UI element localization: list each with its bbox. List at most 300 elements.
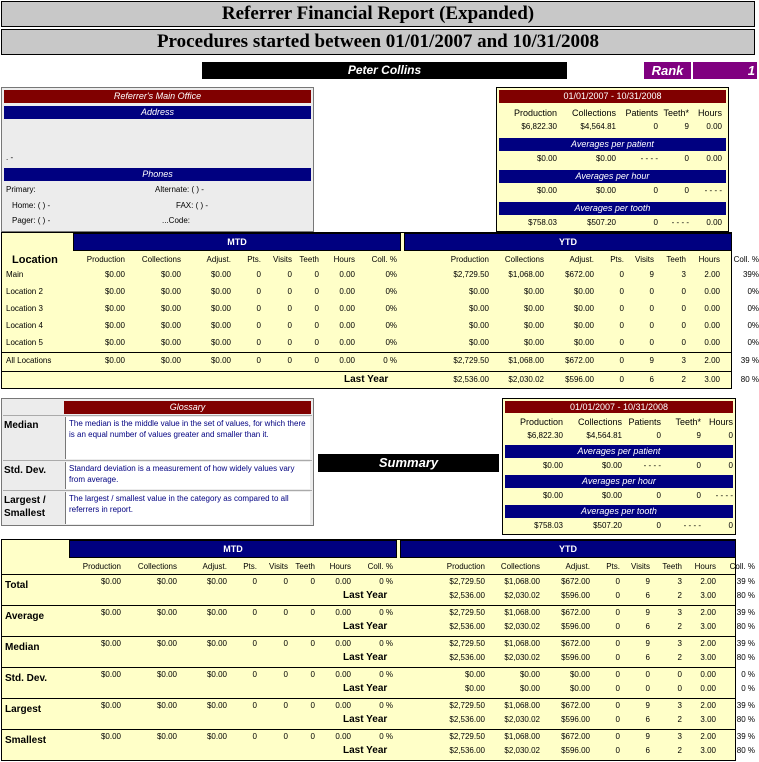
sum-cell-ytd: 9 — [645, 608, 650, 617]
loc-col-header: Coll. % — [371, 255, 397, 264]
stats-value: $507.20 — [587, 218, 616, 227]
stats-value: 0 — [656, 491, 661, 500]
loc-cell-mtd: 0 — [287, 304, 292, 313]
stats-col-header: Collections — [571, 108, 616, 118]
sum-cell-ly: $2,030.02 — [504, 746, 540, 755]
sum-cell-ytd: 39 % — [736, 701, 755, 710]
summary-table — [1, 539, 736, 761]
loc-cell-mtd: $0.00 — [210, 270, 231, 279]
loc-cell-ytd: $0.00 — [573, 304, 594, 313]
sum-cell-ly: 80 % — [736, 746, 755, 755]
loc-cell-ytd: 0 — [619, 287, 624, 296]
loc-cell-ytd: 0 — [649, 304, 654, 313]
sum-row-name: Median — [5, 642, 40, 653]
sum-cell-ytd: $2,729.50 — [449, 639, 485, 648]
sum-cell-ly: $2,030.02 — [504, 622, 540, 631]
phone-home: Home: ( ) - — [12, 201, 51, 210]
row-divider — [1, 574, 736, 575]
loc-cell-mtd: 0 — [287, 321, 292, 330]
row-divider — [1, 371, 732, 372]
sum-cell-mtd: 0 — [283, 608, 288, 617]
loc-cell-ytd: 0 — [619, 338, 624, 347]
sum-cell-mtd: 0 — [283, 577, 288, 586]
stats-section-header: Averages per hour — [499, 170, 726, 183]
sum-cell-ly: 6 — [645, 591, 650, 600]
stats-col-header: Teeth* — [675, 417, 701, 427]
loc-cell-mtd: 0.00 — [339, 338, 355, 347]
address-header: Address — [4, 106, 311, 119]
sum-cell-ytd: $1,068.00 — [504, 701, 540, 710]
rank-label: Rank — [644, 62, 691, 79]
sum-cell-ytd: 0 % — [741, 670, 755, 679]
stats-value: 0 — [696, 491, 701, 500]
loc-cell-ytd: 0.00 — [704, 304, 720, 313]
loc-row-name: Main — [6, 270, 24, 279]
sum-cell-ytd: $0.00 — [519, 670, 540, 679]
loc-cell-mtd: 0% — [385, 321, 397, 330]
sum-cell-ytd: 39 % — [736, 639, 755, 648]
sum-cell-ytd: 39 % — [736, 608, 755, 617]
loc-cell-ytd: $0.00 — [468, 338, 489, 347]
loc-cell-mtd: 0% — [385, 270, 397, 279]
stats-value: 0 — [684, 154, 689, 163]
stats-value: 0 — [728, 431, 733, 440]
loc-cell-ytd: 3 — [681, 270, 686, 279]
sum-cell-ly: 2 — [677, 715, 682, 724]
stats-col-header: Hours — [708, 417, 733, 427]
stats-value: - - - - — [640, 154, 658, 163]
loc-cell-mtd: 0% — [385, 287, 397, 296]
stats-value: - - - - — [671, 218, 689, 227]
stats-col-header: Patients — [628, 417, 661, 427]
loc-cell-mtd: $0.00 — [160, 287, 181, 296]
sum-cell-ly: 0.00 — [700, 684, 716, 693]
loc-cell-mtd: 0 — [256, 356, 261, 365]
loc-cell-ytd: 9 — [649, 356, 654, 365]
sum-cell-ytd: 0 — [615, 639, 620, 648]
loc-cell-ytd: $0.00 — [523, 321, 544, 330]
sum-last-year-label: Last Year — [343, 590, 388, 601]
sum-cell-ly: $2,536.00 — [449, 746, 485, 755]
loc-cell-ytd: $672.00 — [565, 270, 594, 279]
glossary-def: Standard deviation is a measurement of how widely values vary from average. — [65, 462, 310, 489]
sum-cell-ytd: 9 — [645, 732, 650, 741]
sum-cell-ytd: 2.00 — [700, 732, 716, 741]
stats-value: $0.00 — [595, 154, 616, 163]
stats-value: $4,564.81 — [580, 122, 616, 131]
row-divider — [1, 605, 736, 606]
glossary-term: Largest / Smallest — [4, 495, 46, 519]
loc-col-header: Pts. — [610, 255, 624, 264]
stats-value: $0.00 — [601, 491, 622, 500]
loc-cell-ytd: 0% — [747, 321, 759, 330]
sum-cell-ly: $2,030.02 — [504, 715, 540, 724]
loc-cell-ytd: 0 — [619, 356, 624, 365]
loc-col-header: Collections — [504, 255, 544, 264]
stats-value: $6,822.30 — [527, 431, 563, 440]
sum-cell-ly: 3.00 — [700, 591, 716, 600]
loc-col-header: Adjust. — [206, 255, 231, 264]
sum-cell-mtd: $0.00 — [206, 608, 227, 617]
loc-cell-mtd: 0 — [314, 287, 319, 296]
sum-cell-ly: $596.00 — [561, 622, 590, 631]
sum-cell-ly: 0 — [645, 684, 650, 693]
loc-cell-mtd: 0.00 — [339, 356, 355, 365]
sum-cell-mtd: 0 — [310, 701, 315, 710]
stats-col-header: Collections — [577, 417, 622, 427]
loc-col-header: Teeth — [666, 255, 686, 264]
sum-cell-ly: 80 % — [736, 591, 755, 600]
sum-col-header: Coll. % — [729, 562, 755, 571]
loc-cell-ytd: 0% — [747, 304, 759, 313]
report-title: Referrer Financial Report (Expanded) — [1, 1, 755, 27]
sum-cell-mtd: $0.00 — [206, 701, 227, 710]
loc-cell-ytd: 0% — [747, 338, 759, 347]
last-year-cell: 2 — [681, 375, 686, 384]
sum-col-header: Visits — [269, 562, 288, 571]
loc-cell-mtd: 0 % — [383, 356, 397, 365]
stats-value: 0.00 — [706, 154, 722, 163]
loc-cell-ytd: 0 — [649, 338, 654, 347]
loc-cell-mtd: $0.00 — [104, 338, 125, 347]
stats-section-header: Averages per patient — [499, 138, 726, 151]
sum-cell-ly: $2,536.00 — [449, 622, 485, 631]
stats-value: 0 — [656, 431, 661, 440]
loc-cell-mtd: 0.00 — [339, 270, 355, 279]
stats-value: 9 — [696, 431, 701, 440]
loc-col-header: Hours — [333, 255, 355, 264]
loc-cell-mtd: $0.00 — [210, 338, 231, 347]
row-divider — [1, 698, 736, 699]
sum-cell-mtd: 0.00 — [335, 701, 351, 710]
sum-row-name: Total — [5, 580, 29, 591]
sum-cell-ytd: 3 — [677, 701, 682, 710]
last-year-cell: $2,030.02 — [508, 375, 544, 384]
loc-row-name: All Locations — [6, 356, 52, 365]
sum-cell-ly: 3.00 — [700, 715, 716, 724]
loc-cell-ytd: $1,068.00 — [508, 270, 544, 279]
sum-cell-ytd: 2.00 — [700, 639, 716, 648]
glossary-term: Std. Dev. — [4, 465, 47, 476]
loc-col-header: Visits — [273, 255, 292, 264]
sum-cell-ly: 80 % — [736, 715, 755, 724]
sum-row-name: Average — [5, 611, 45, 622]
stats-value: 0.00 — [706, 218, 722, 227]
stats-value: $4,564.81 — [586, 431, 622, 440]
loc-cell-ytd: 39 % — [740, 356, 759, 365]
last-year-cell: 0 — [619, 375, 624, 384]
loc-cell-ytd: 0 — [649, 321, 654, 330]
sum-cell-ytd: 0 — [615, 577, 620, 586]
loc-cell-ytd: 0 — [681, 321, 686, 330]
sum-col-header: Hours — [329, 562, 351, 571]
last-year-cell: $2,536.00 — [453, 375, 489, 384]
loc-cell-ytd: $0.00 — [523, 287, 544, 296]
loc-cell-ytd: $0.00 — [573, 287, 594, 296]
sum-cell-mtd: $0.00 — [156, 608, 177, 617]
loc-cell-ytd: $672.00 — [565, 356, 594, 365]
loc-cell-mtd: 0% — [385, 304, 397, 313]
loc-cell-mtd: 0 — [287, 356, 292, 365]
loc-cell-ytd: 0 — [681, 338, 686, 347]
rank-value: 1 — [693, 62, 757, 79]
stats-col-header: Teeth* — [663, 108, 689, 118]
loc-cell-mtd: $0.00 — [210, 321, 231, 330]
loc-cell-mtd: 0 — [287, 270, 292, 279]
sum-cell-ly: $596.00 — [561, 591, 590, 600]
sum-cell-ytd: $1,068.00 — [504, 732, 540, 741]
loc-cell-ytd: $1,068.00 — [508, 356, 544, 365]
loc-cell-ytd: 0 — [619, 321, 624, 330]
loc-cell-mtd: 0 — [256, 287, 261, 296]
row-divider — [1, 729, 736, 730]
loc-cell-ytd: 9 — [649, 270, 654, 279]
sum-cell-ly: $596.00 — [561, 746, 590, 755]
sum-row-name: Largest — [5, 704, 42, 715]
stats-value: $758.03 — [534, 521, 563, 530]
sum-cell-mtd: 0 — [252, 670, 257, 679]
sum-cell-ytd: $672.00 — [561, 732, 590, 741]
loc-cell-mtd: $0.00 — [160, 356, 181, 365]
sum-col-header: Adjust. — [565, 562, 590, 571]
loc-col-header: Coll. % — [733, 255, 759, 264]
sum-cell-ly: 0 % — [741, 684, 755, 693]
loc-cell-mtd: $0.00 — [104, 321, 125, 330]
sum-cell-mtd: $0.00 — [100, 608, 121, 617]
sum-cell-mtd: 0 — [283, 670, 288, 679]
sum-cell-ytd: 9 — [645, 639, 650, 648]
loc-cell-mtd: $0.00 — [160, 270, 181, 279]
sum-cell-ytd: 0 — [615, 670, 620, 679]
loc-col-header: Production — [86, 255, 125, 264]
sum-row-name: Std. Dev. — [5, 673, 48, 684]
sum-col-header: Production — [82, 562, 121, 571]
loc-cell-ytd: $0.00 — [573, 321, 594, 330]
stats-col-header: Production — [519, 417, 563, 427]
loc-cell-mtd: 0.00 — [339, 287, 355, 296]
loc-cell-ytd: 2.00 — [704, 270, 720, 279]
sum-cell-mtd: 0 — [283, 732, 288, 741]
sum-cell-mtd: $0.00 — [156, 732, 177, 741]
sum-cell-ly: 0 — [677, 684, 682, 693]
sum-cell-mtd: 0 — [252, 577, 257, 586]
loc-cell-ytd: 0.00 — [704, 338, 720, 347]
loc-cell-mtd: $0.00 — [160, 304, 181, 313]
sum-cell-mtd: 0 — [252, 639, 257, 648]
stats-value: $6,822.30 — [521, 122, 557, 131]
stats-section-header: Averages per patient — [505, 445, 733, 458]
sum-cell-mtd: $0.00 — [100, 639, 121, 648]
loc-cell-ytd: $0.00 — [468, 304, 489, 313]
sum-last-year-label: Last Year — [343, 714, 388, 725]
sum-cell-ly: 0 — [615, 746, 620, 755]
sum-cell-ytd: 3 — [677, 577, 682, 586]
loc-col-header: Hours — [698, 255, 720, 264]
sum-cell-ly: 3.00 — [700, 653, 716, 662]
loc-cell-mtd: 0 — [256, 270, 261, 279]
last-year-cell: 80 % — [740, 375, 759, 384]
sum-col-header: Coll. % — [367, 562, 393, 571]
sum-col-header: Teeth — [295, 562, 315, 571]
stats-value: 0 — [684, 186, 689, 195]
sum-col-header: Adjust. — [202, 562, 227, 571]
sum-last-year-label: Last Year — [343, 745, 388, 756]
sum-cell-ly: 0 — [615, 684, 620, 693]
glossary-header: Glossary — [64, 401, 311, 414]
sum-cell-ly: 2 — [677, 653, 682, 662]
sum-cell-mtd: 0 — [310, 670, 315, 679]
loc-ytd-header: YTD — [404, 233, 732, 251]
sum-cell-mtd: 0 — [252, 732, 257, 741]
sum-cell-mtd: 0.00 — [335, 732, 351, 741]
sum-cell-mtd: 0.00 — [335, 577, 351, 586]
stats-section-header: Averages per tooth — [505, 505, 733, 518]
sum-col-header: Pts. — [606, 562, 620, 571]
sum-row-name: Smallest — [5, 735, 47, 746]
loc-cell-mtd: 0% — [385, 338, 397, 347]
sum-cell-mtd: $0.00 — [206, 577, 227, 586]
sum-cell-ly: 6 — [645, 746, 650, 755]
loc-cell-ytd: 0 — [619, 270, 624, 279]
stats-value: 0 — [728, 461, 733, 470]
loc-cell-ytd: 0 — [649, 287, 654, 296]
stats-value: $0.00 — [595, 186, 616, 195]
row-divider — [1, 352, 732, 353]
stats-col-header: Production — [513, 108, 557, 118]
sum-cell-ytd: 3 — [677, 639, 682, 648]
sum-cell-mtd: 0 % — [379, 670, 393, 679]
sum-cell-ytd: $2,729.50 — [449, 701, 485, 710]
sum-cell-ly: $596.00 — [561, 653, 590, 662]
loc-cell-mtd: 0 — [314, 338, 319, 347]
sum-cell-ly: 6 — [645, 622, 650, 631]
loc-cell-ytd: $0.00 — [573, 338, 594, 347]
stats-value: 9 — [684, 122, 689, 131]
sum-cell-mtd: $0.00 — [206, 639, 227, 648]
stats-value: $0.00 — [601, 461, 622, 470]
sum-cell-ly: $2,030.02 — [504, 591, 540, 600]
sum-cell-mtd: 0.00 — [335, 639, 351, 648]
loc-cell-ytd: $2,729.50 — [453, 356, 489, 365]
loc-cell-ytd: 3 — [681, 356, 686, 365]
sum-col-header: Production — [446, 562, 485, 571]
sum-cell-ytd: $2,729.50 — [449, 732, 485, 741]
sum-cell-ytd: 3 — [677, 608, 682, 617]
sum-mtd-header: MTD — [69, 540, 397, 558]
sum-cell-ly: $2,536.00 — [449, 715, 485, 724]
sum-cell-ytd: 0 — [615, 701, 620, 710]
sum-cell-mtd: 0 — [283, 701, 288, 710]
loc-cell-mtd: 0 — [256, 304, 261, 313]
loc-col-header: Teeth — [299, 255, 319, 264]
stats-value: 0 — [653, 122, 658, 131]
row-divider — [1, 636, 736, 637]
sum-cell-ly: $0.00 — [569, 684, 590, 693]
sum-cell-ytd: 2.00 — [700, 577, 716, 586]
loc-cell-mtd: 0 — [256, 338, 261, 347]
sum-last-year-label: Last Year — [343, 683, 388, 694]
sum-cell-mtd: $0.00 — [156, 639, 177, 648]
referrer-name: Peter Collins — [202, 62, 567, 79]
stats-value: - - - - — [643, 461, 661, 470]
phone-code: ...Code: — [162, 216, 191, 225]
sum-cell-mtd: $0.00 — [100, 732, 121, 741]
stats-value: $758.03 — [528, 218, 557, 227]
loc-cell-mtd: $0.00 — [210, 356, 231, 365]
stats-top-date: 01/01/2007 - 10/31/2008 — [499, 90, 726, 103]
sum-cell-mtd: $0.00 — [100, 701, 121, 710]
loc-cell-mtd: $0.00 — [160, 338, 181, 347]
sum-last-year-label: Last Year — [343, 652, 388, 663]
sum-cell-ytd: 2.00 — [700, 701, 716, 710]
loc-col-header: Adjust. — [569, 255, 594, 264]
sum-cell-mtd: $0.00 — [206, 732, 227, 741]
loc-cell-mtd: $0.00 — [210, 287, 231, 296]
sum-cell-ytd: $1,068.00 — [504, 608, 540, 617]
sum-cell-ly: 3.00 — [700, 746, 716, 755]
sum-cell-ytd: $2,729.50 — [449, 608, 485, 617]
sum-cell-mtd: 0 % — [379, 732, 393, 741]
sum-cell-ly: $0.00 — [464, 684, 485, 693]
stats-value: 0 — [728, 521, 733, 530]
loc-cell-mtd: 0 — [256, 321, 261, 330]
sum-cell-mtd: 0 — [283, 639, 288, 648]
sum-cell-mtd: 0 % — [379, 608, 393, 617]
loc-col-header: Production — [450, 255, 489, 264]
sum-cell-ytd: $672.00 — [561, 577, 590, 586]
sum-cell-ly: 0 — [615, 591, 620, 600]
sum-cell-ytd: $0.00 — [569, 670, 590, 679]
sum-cell-ly: 2 — [677, 622, 682, 631]
loc-cell-mtd: 0 — [287, 287, 292, 296]
glossary-def: The largest / smallest value in the category as compared to all referrers in report. — [65, 492, 310, 524]
loc-cell-ytd: 0.00 — [704, 287, 720, 296]
sum-cell-ytd: $1,068.00 — [504, 639, 540, 648]
sum-cell-ytd: $672.00 — [561, 608, 590, 617]
sum-cell-ytd: 0 — [645, 670, 650, 679]
sum-cell-mtd: $0.00 — [156, 701, 177, 710]
sum-cell-ly: 80 % — [736, 653, 755, 662]
sum-cell-ly: 2 — [677, 746, 682, 755]
stats-value: - - - - — [704, 186, 722, 195]
sum-cell-ly: 6 — [645, 653, 650, 662]
loc-cell-ytd: 0 — [681, 304, 686, 313]
glossary-def: The median is the middle value in the set of values, for which there is an equal number of values greater and smaller than it. — [65, 417, 310, 459]
sum-cell-mtd: $0.00 — [100, 670, 121, 679]
sum-cell-mtd: $0.00 — [156, 670, 177, 679]
stats-value: $0.00 — [542, 461, 563, 470]
loc-cell-mtd: $0.00 — [210, 304, 231, 313]
sum-cell-mtd: 0 — [310, 639, 315, 648]
loc-col-header: Visits — [635, 255, 654, 264]
row-divider — [1, 667, 736, 668]
sum-cell-ytd: $2,729.50 — [449, 577, 485, 586]
sum-col-header: Pts. — [243, 562, 257, 571]
sum-cell-ly: 0 — [615, 653, 620, 662]
stats-value: $0.00 — [542, 491, 563, 500]
loc-cell-ytd: $0.00 — [523, 304, 544, 313]
loc-cell-mtd: $0.00 — [104, 356, 125, 365]
loc-row-name: Location 2 — [6, 287, 43, 296]
loc-cell-ytd: $0.00 — [523, 338, 544, 347]
address-line: . - — [6, 153, 14, 162]
sum-cell-ly: 0 — [615, 715, 620, 724]
sum-cell-mtd: 0 — [310, 608, 315, 617]
office-header: Referrer's Main Office — [4, 90, 311, 103]
summary-label: Summary — [318, 454, 499, 472]
sum-cell-ytd: 0 — [677, 670, 682, 679]
sum-cell-mtd: $0.00 — [156, 577, 177, 586]
